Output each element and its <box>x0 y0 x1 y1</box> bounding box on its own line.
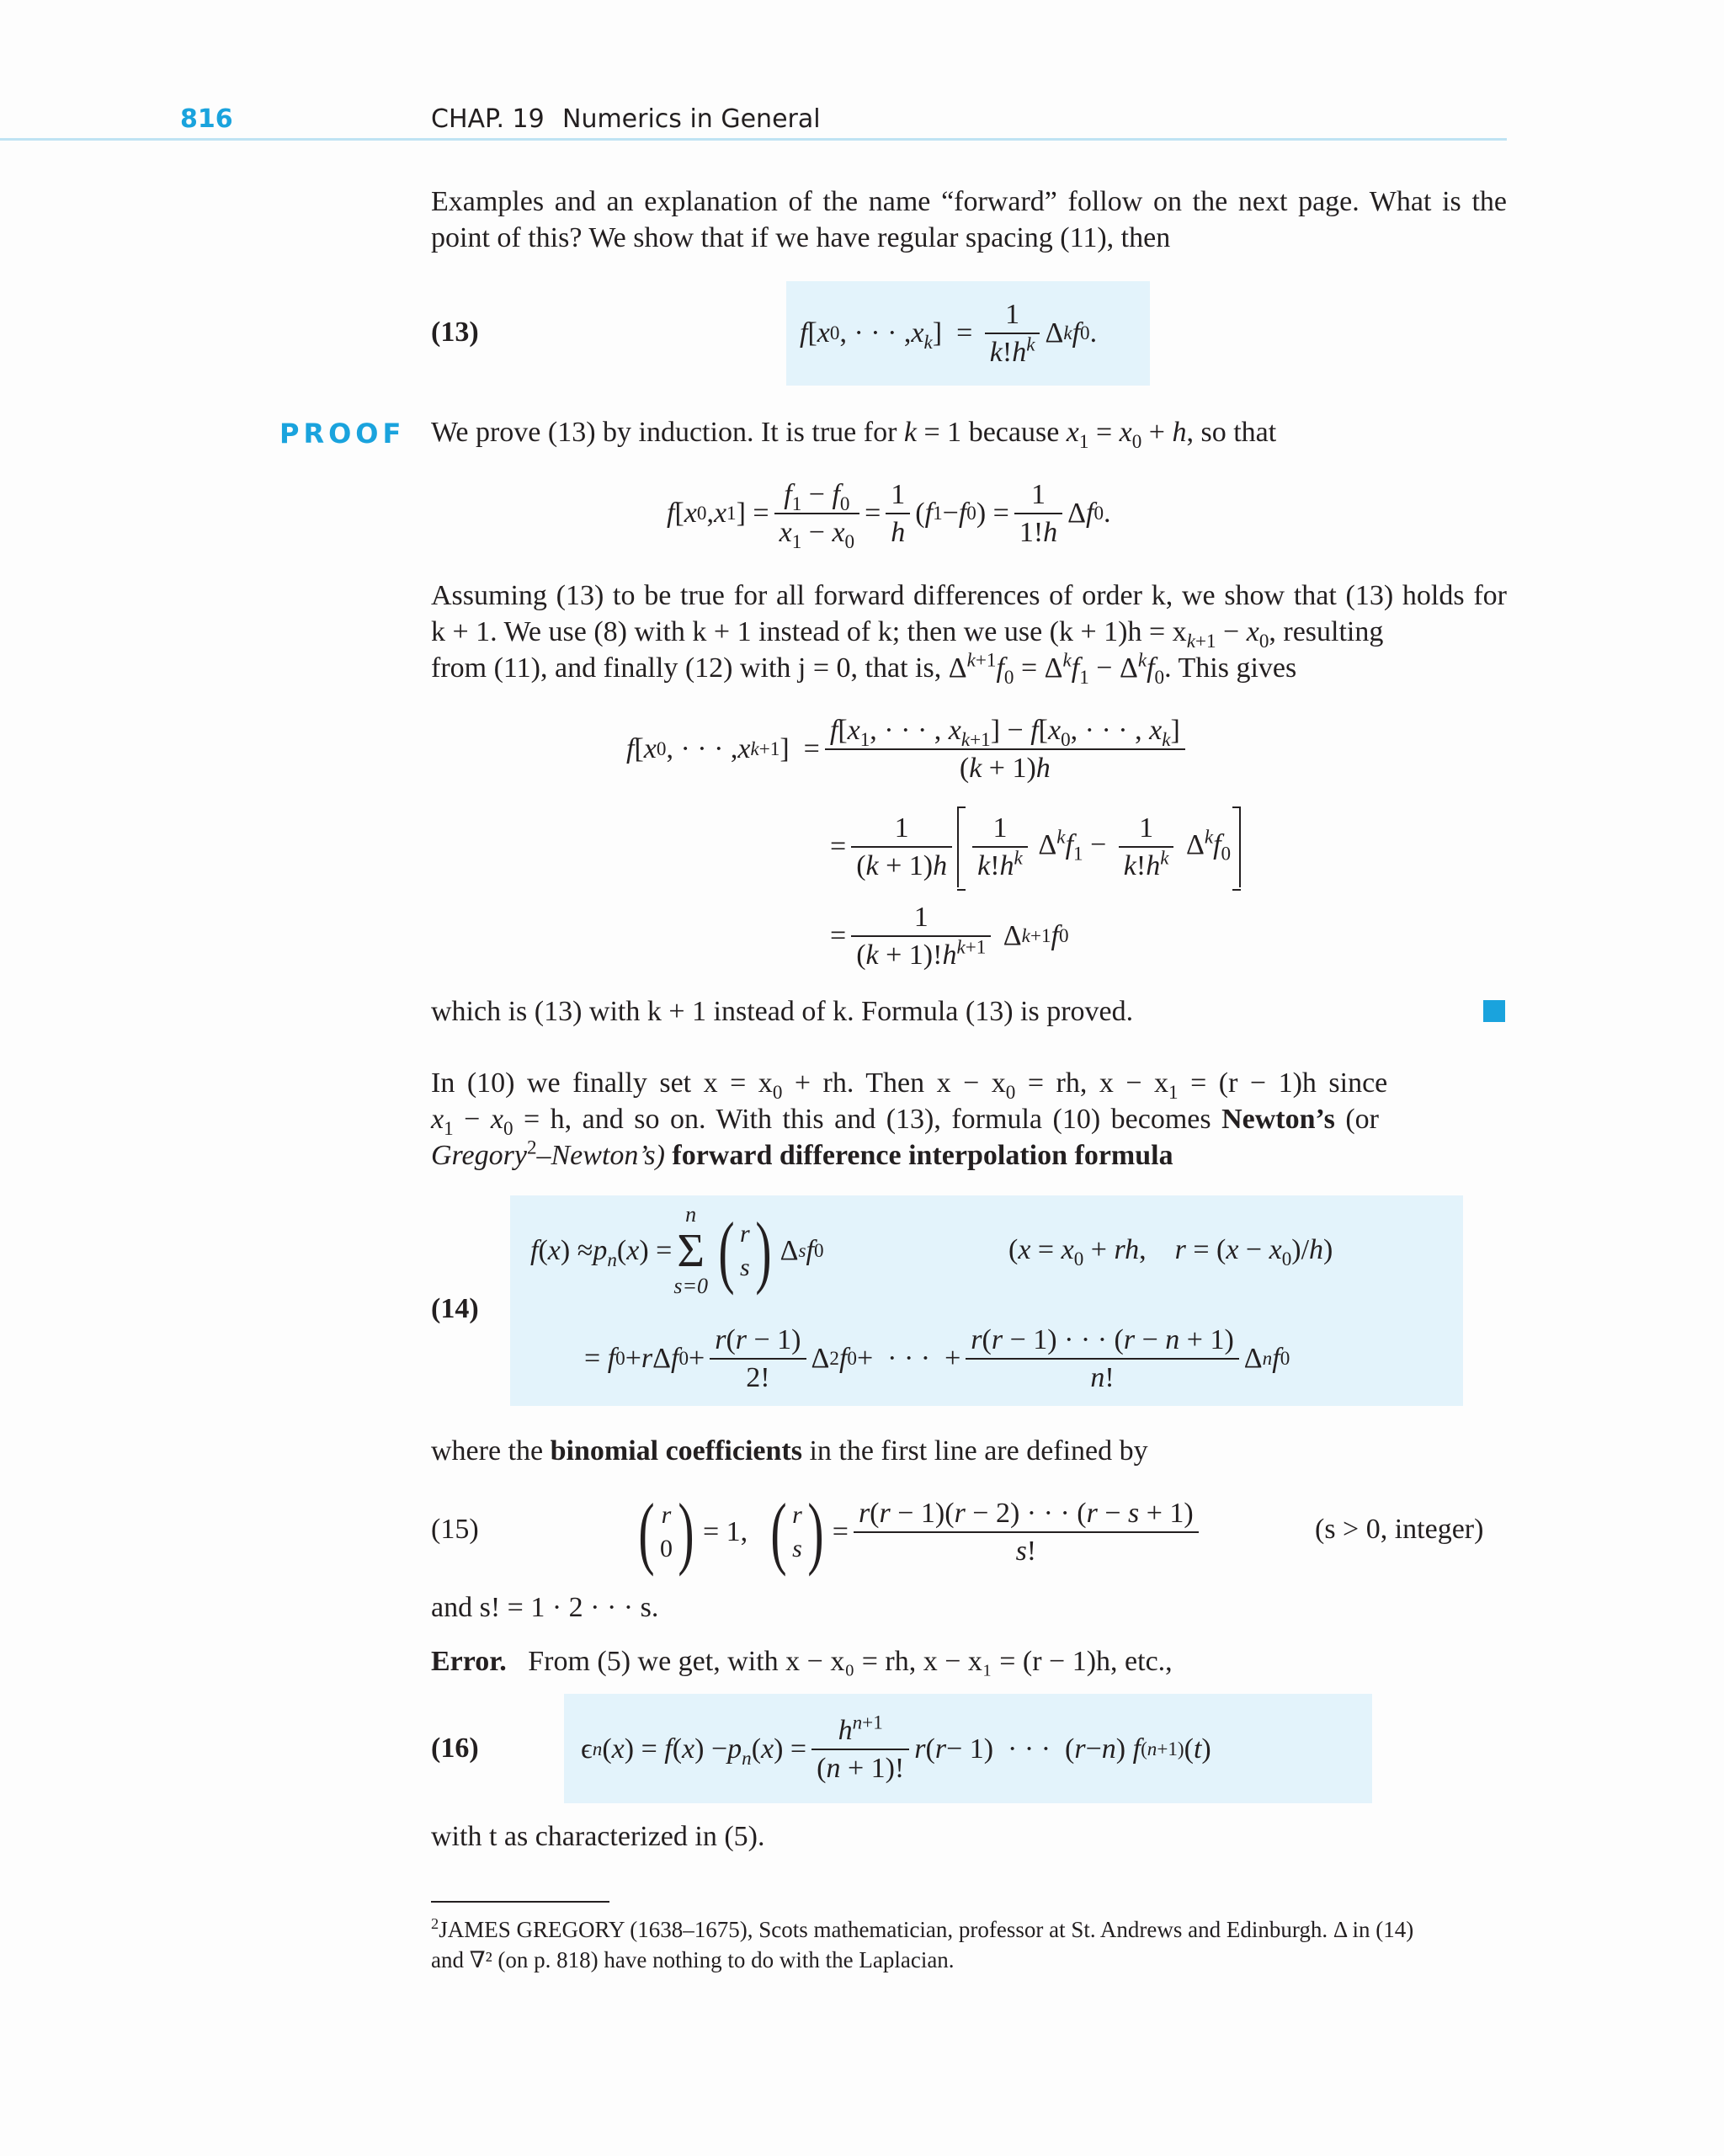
page-number: 816 <box>180 104 233 134</box>
error-label: Error. <box>431 1646 507 1677</box>
s-factorial-text: and s! = 1 · 2 · · · s. <box>431 1592 659 1623</box>
chapter-title: Numerics in General <box>562 104 821 134</box>
footnote-text-1: JAMES GREGORY (1638–1675), Scots mathematician, professor at St. Andrews and Edinburgh. Δ in (14) <box>439 1917 1414 1942</box>
header-rule <box>0 138 1507 141</box>
binom-bold: binomial coefficients <box>550 1435 802 1467</box>
footnote-mark: 2 <box>431 1915 439 1932</box>
eq15-label: (15) <box>431 1514 479 1545</box>
error-text: From (5) we get, with x − x₀ = rh, x − x₁ = (r − 1)h, etc., <box>528 1646 1173 1677</box>
newton-1c: = rh, x − x <box>1015 1067 1169 1099</box>
chapter-label: CHAP. 19 <box>431 104 545 134</box>
footnote-rule <box>431 1901 609 1903</box>
induction-line-3: = $\frac{1}{(k + 1)!h^{k+1}}$ Δ k+1 f 0 <box>830 901 1069 971</box>
eq16-label: (16) <box>431 1733 479 1764</box>
newton-line-3 <box>431 1137 1507 1174</box>
eq14-line-2: = f 0 + r Δ f 0 + $\frac{r(r - 1)}{2!}$ Δ 2 f 0 + · · · + $\frac{r(r - 1) \cdot \cdot \cdot (r - n + 1)}{n!}$ Δ n f 0 <box>584 1323 1290 1393</box>
assume-line-2a: k + 1. We use (8) with k + 1 instead of k; then we use (k + 1)h = x <box>431 616 1187 647</box>
eq14-line-1: f ( x ) ≈ $p_n$ ( x ) = n Σ s=0 ( r s ) Δ s f 0 <box>530 1202 824 1298</box>
induction-line-2: = $\frac{1}{(k + 1)h}$ $\frac{1}{k!h^k}$ $\Delta^kf_1$ − $\frac{1}{k!h^k}$ $\Delta^kf_0$ <box>830 805 1241 889</box>
proof-line-1: We prove (13) by induction. It is true for k = 1 because $x_1 = x_0 + h$, so that <box>431 417 1277 453</box>
gregory-name-2: –Newton’s) <box>536 1140 665 1171</box>
intro-line-1: Examples and an explanation of the name “forward” follow on the next page. What is the <box>431 186 1507 217</box>
assume-line-2b: , resulting <box>1269 616 1384 647</box>
assume-line-3a: from (11), and finally (12) with j = 0, that is, <box>431 652 942 684</box>
sum-symbol: n Σ s=0 <box>673 1202 709 1298</box>
error-line <box>431 1643 1507 1680</box>
gregory-name: Gregory <box>431 1140 527 1171</box>
induction-line-1: f [ x 0 , · · · , x k+1 ] = $\frac{f[x_1, \cdot \cdot \cdot , x_{k+1}] - f[x_0, \cdot \cdot \cdot , x_k]}{(k + 1)h}$ <box>626 707 1190 791</box>
after-proof-text: which is (13) with k + 1 instead of k. Formula (13) is proved. <box>431 996 1134 1027</box>
newton-2a: = h, and so on. With this and (13), formula (10) becomes <box>513 1104 1222 1135</box>
eq16-formula: ϵ n ( x ) = f ( x ) − $p_n$ ( x ) = $\frac{h^{n+1}}{(n + 1)!}$ r ( r − 1) · · · ( r − n ) f (n+1) ( t ) <box>581 1711 1211 1784</box>
eq15-formula: ( r 0 ) = 1, ( r s ) = $\frac{r(r - 1)(r - 2) \cdot \cdot \cdot (r - s + 1)}{s!}$ <box>630 1485 1204 1579</box>
intro-line-2: point of this? We show that if we have regular spacing (11), then <box>431 222 1171 253</box>
newton-1a: In (10) we finally set x = x <box>431 1067 773 1099</box>
proof-end-mark <box>1483 1000 1505 1022</box>
formula-name: forward difference interpolation formula <box>664 1140 1173 1171</box>
newton-line-2: $x_1 - x_0 = h$, and so on. With this and (13), formula (10) becomes Newton’s (or <box>431 1104 1379 1140</box>
gregory-footnote-mark: 2 <box>526 1137 537 1159</box>
eq14-label: (14) <box>431 1293 479 1324</box>
newton-1b: + rh. Then x − x <box>782 1067 1006 1099</box>
eq13-label: (13) <box>431 317 479 348</box>
assume-line-3b: . This gives <box>1164 652 1297 684</box>
eq15-condition: (s > 0, integer) <box>1315 1514 1484 1545</box>
newton-line-1: In (10) we finally set $x = x_0$ + rh. Then $x - x_0$ = rh, $x - x_1 = (r - 1)h$ since <box>431 1067 1388 1104</box>
newton-2b: (or <box>1334 1104 1379 1135</box>
assume-line-1: Assuming (13) to be true for all forward differences of order k, we show that (13) holds for <box>431 580 1507 611</box>
binom-intro <box>431 1433 1507 1469</box>
eq14-condition: ($x = x_0$ + rh, $r = (x - x_0)/h$) <box>1008 1234 1333 1270</box>
binom-intro-a: where the <box>431 1435 551 1467</box>
proof-label: PROOF <box>279 418 406 450</box>
bracket-group: $\frac{1}{k!h^k}$ $\Delta^kf_1$ − $\frac{1}{k!h^k}$ $\Delta^kf_0$ <box>957 807 1241 887</box>
footnote-line-1 <box>431 1914 1507 1945</box>
newton-bold: Newton’s <box>1221 1104 1335 1135</box>
proof-text-b: because <box>961 417 1067 448</box>
footnote-line-2: and ∇² (on p. 818) have nothing to do with the Laplacian. <box>431 1947 955 1972</box>
assume-line-2: k + 1. We use (8) with k + 1 instead of k; then we use $(k + 1)h = x_{k+1} - x_0$, resulting <box>431 616 1384 652</box>
with-t-text: with t as characterized in (5). <box>431 1821 765 1852</box>
assume-line-3: from (11), and finally (12) with j = 0, that is, $\Delta^{k+1}f_0 = \Delta^kf_1 - \Delta^kf_0$. This gives <box>431 649 1297 689</box>
proof-base-formula: f [ x 0 , x 1 ] = $\frac{f_1 - f_0}{x_1 - x_0}$ = $\frac{1}{h}$ ( f 1 − f 0 ) = $\frac{1}{1!h}$ Δ f 0 . <box>667 478 1111 553</box>
newton-1d: = (r − 1)h since <box>1178 1067 1388 1099</box>
proof-text-a: We prove (13) by induction. It is true for <box>431 417 904 448</box>
eq13-formula: f [ x 0 , · · · , $x_k$ ] = $\frac{1}{k!h^k}$ Δ k f 0 . <box>800 298 1098 368</box>
binom-intro-b: in the first line are defined by <box>801 1435 1148 1467</box>
